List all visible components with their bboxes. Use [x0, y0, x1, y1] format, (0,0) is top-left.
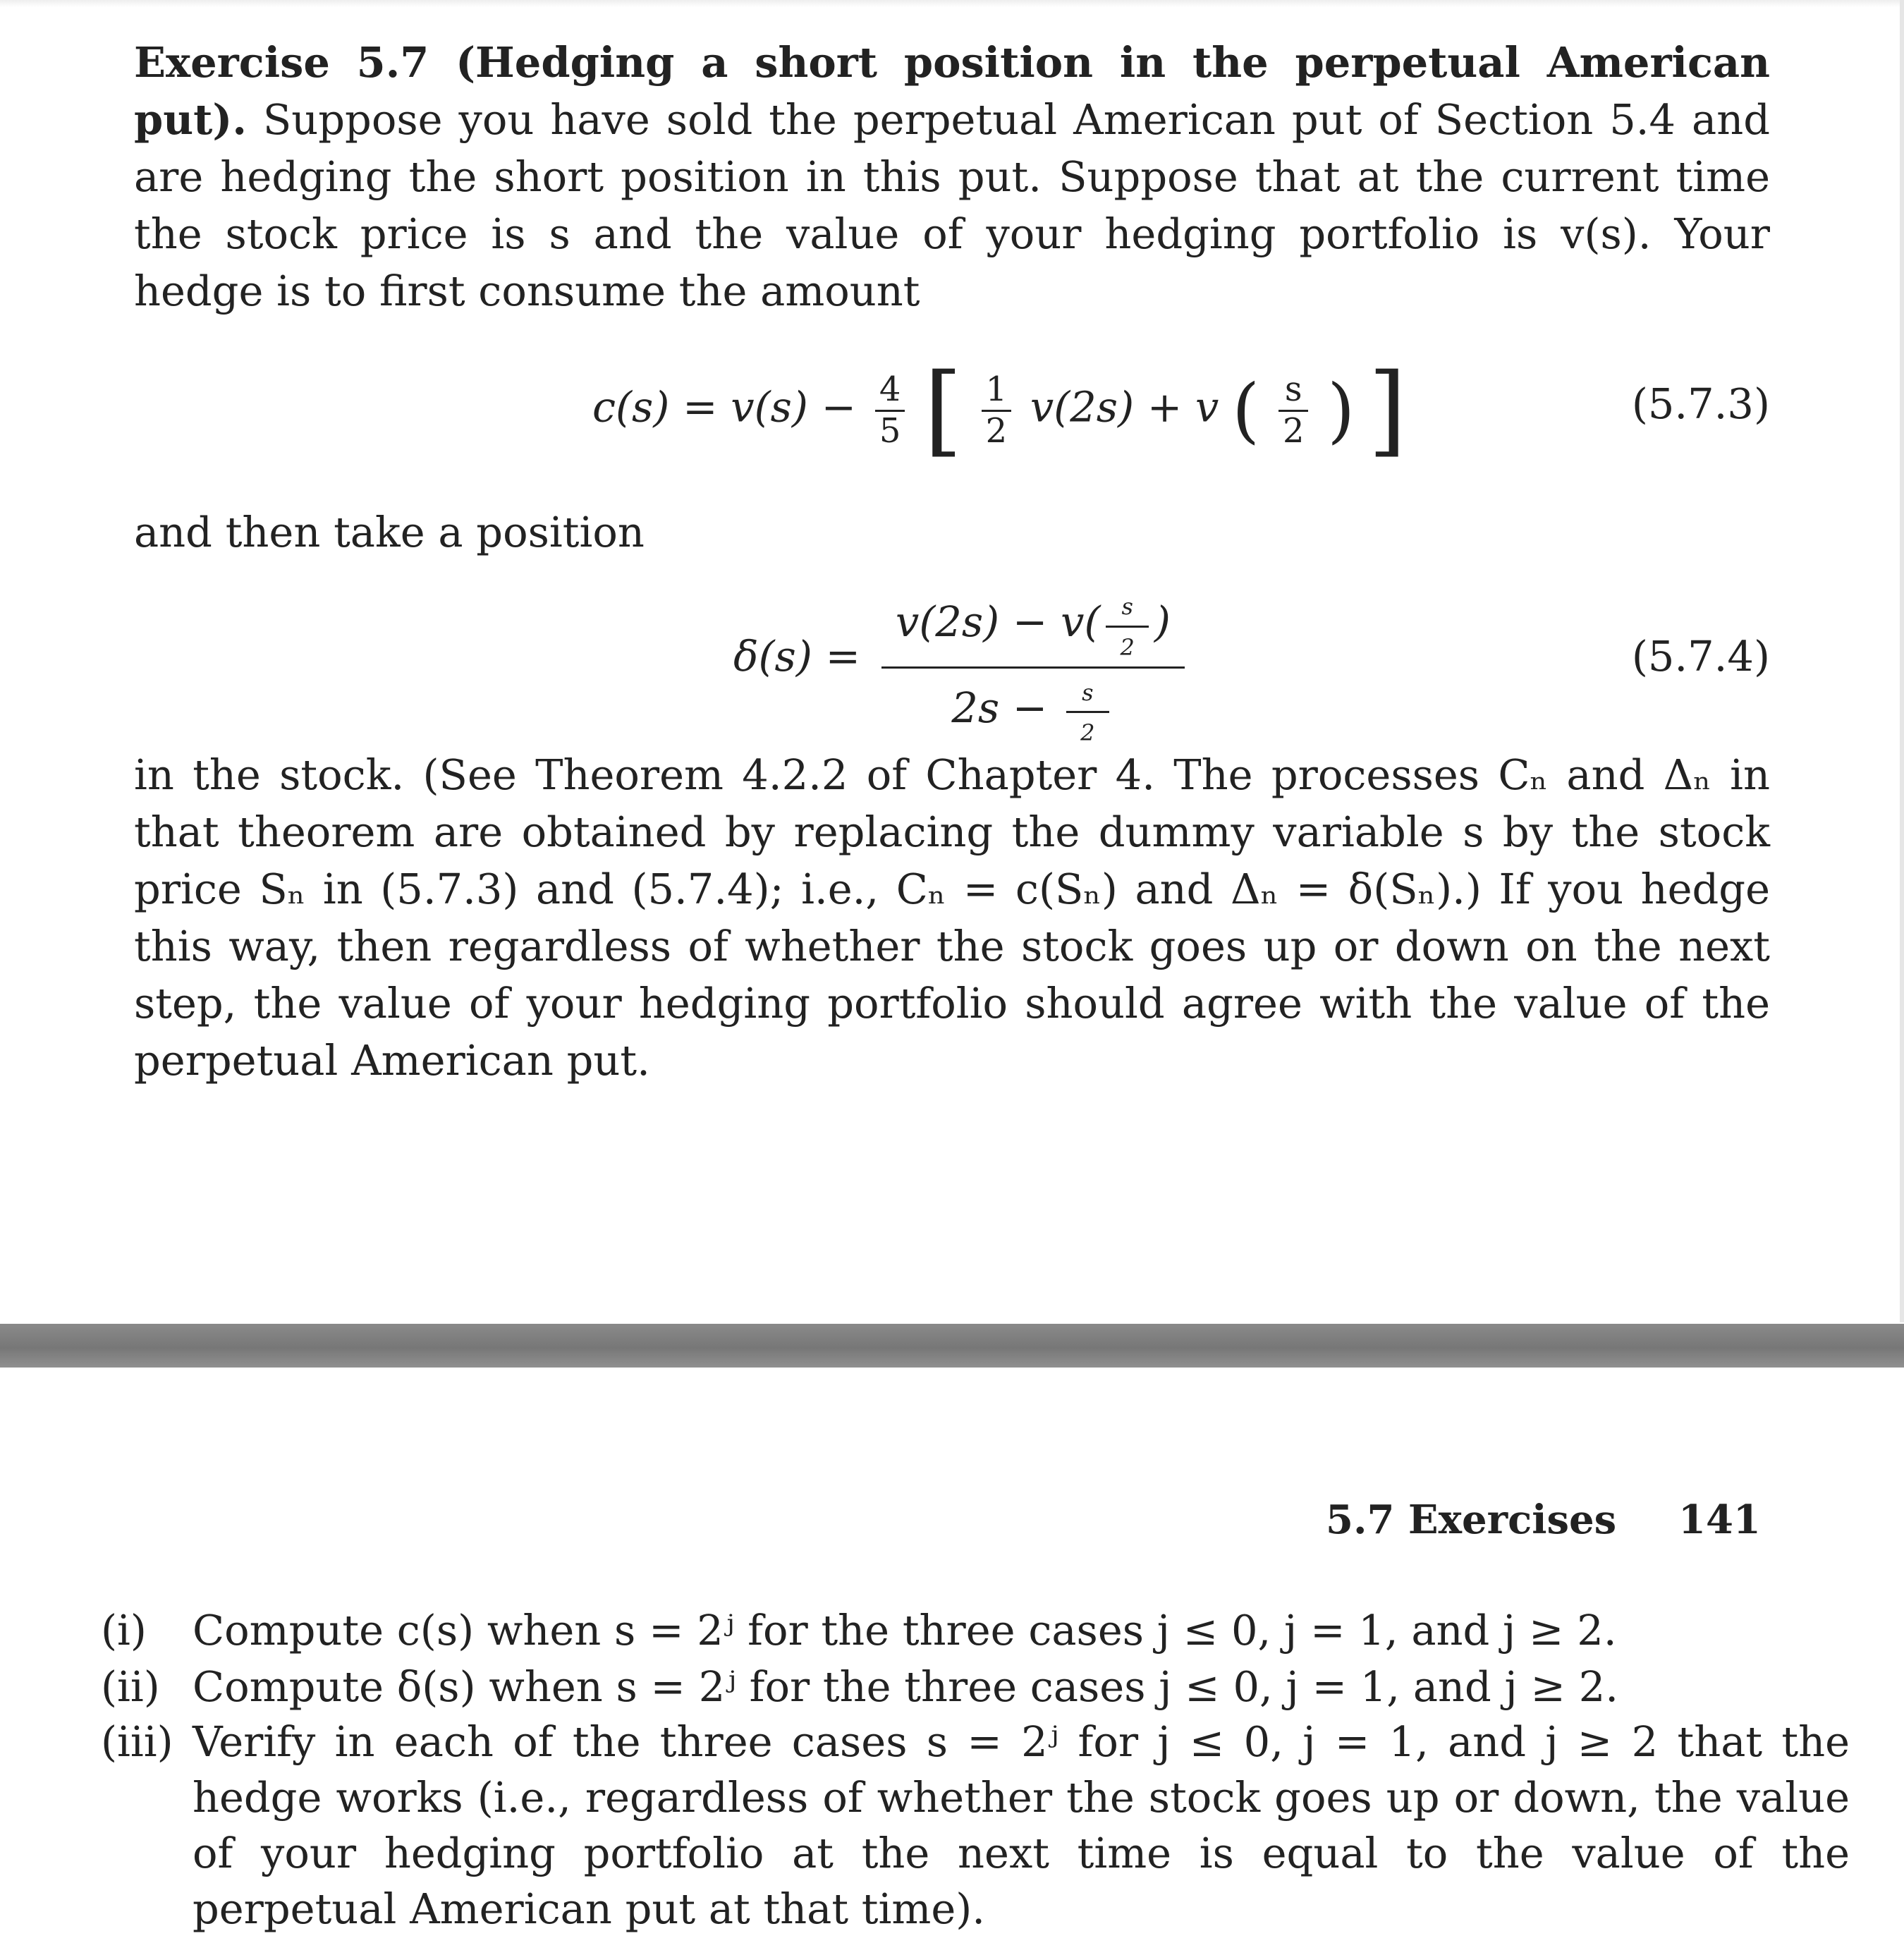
- equation-5-7-3-math: [592, 353, 1407, 468]
- transition-text: and then take a position: [134, 508, 645, 556]
- running-header-section: 5.7 Exercises: [1326, 1497, 1617, 1543]
- list-item-marker: (ii): [101, 1662, 160, 1711]
- exercise-intro-text: Suppose you have sold the perpetual American put of Section 5.4 and are hedging the short position in this put. Suppose that at the current time the stock price is s and the value of your hedging portfolio is v(s). Your hedge is to first consume the amount: [134, 95, 1770, 315]
- eq2-den-s-over-2: $\frac{s}{2}$: [1066, 676, 1109, 747]
- eq2-num-s-over-2: $\frac{s}{2}$: [1106, 590, 1148, 661]
- equation-number-5-7-4: (5.7.4): [1631, 632, 1770, 681]
- equation-number-5-7-3: (5.7.3): [1631, 379, 1770, 428]
- list-item-marker: (iii): [101, 1717, 173, 1766]
- list-item-text: Compute c(s) when s = 2ʲ for the three cases j ≤ 0, j = 1, and j ≥ 2.: [193, 1606, 1617, 1655]
- eq1-s-over-2: $\frac{s}{2}$: [1279, 370, 1309, 450]
- exercise-paragraph: [134, 34, 1770, 319]
- eq2-fraction: [881, 585, 1185, 746]
- eq2-denominator: 2s − $\frac{s}{2}$: [881, 669, 1185, 747]
- left-bracket: [: [924, 353, 963, 468]
- eq1-one-half: $\frac{1}{2}$: [982, 370, 1012, 450]
- eq1-four-fifths: $\frac{4}{5}$: [875, 370, 905, 450]
- list-item-marker: (i): [101, 1606, 147, 1655]
- page-right-edge: [1900, 0, 1904, 1322]
- eq1-inner: v(2s) + v: [1030, 382, 1219, 432]
- left-paren: (: [1232, 369, 1260, 451]
- list-item-text: Compute δ(s) when s = 2ʲ for the three cases j ≤ 0, j = 1, and j ≥ 2.: [193, 1662, 1619, 1711]
- eq2-lhs: δ(s) =: [733, 632, 861, 681]
- right-paren: ): [1327, 369, 1355, 451]
- eq1-lhs: c(s) = v(s) −: [592, 382, 857, 432]
- eq2-numerator: v(2s) − v( $\frac{s}{2}$ ): [881, 585, 1185, 669]
- right-bracket: ]: [1368, 353, 1407, 468]
- page-divider: [0, 1324, 1904, 1368]
- page-top-edge: [0, 0, 1904, 7]
- equation-5-7-3: [134, 346, 1770, 468]
- exercise-title: Exercise 5.7 (Hedging a short position in the perpetual American put).: [134, 38, 1770, 144]
- page-number: 141: [1678, 1497, 1761, 1543]
- list-item-text: Verify in each of the three cases s = 2ʲ for j ≤ 0, j = 1, and j ≥ 2 that the hedge works (i.e., regardless of whether the stock goes up or down, the value of your hedging portfolio at the next time is equal to the value of the perpetual American put at that time).: [193, 1717, 1850, 1933]
- explanation-paragraph: in the stock. (See Theorem 4.2.2 of Chapter 4. The processes Cₙ and Δₙ in that theorem are obtained by replacing the dummy variable s by the stock price Sₙ in (5.7.3) and (5.7.4); i.e., Cₙ = c(Sₙ) and Δₙ = δ(Sₙ).) If you hedge this way, then regardless of whether the stock goes up or down on the next step, the value of your hedging portfolio should agree with the value of the perpetual American put.: [134, 750, 1770, 1085]
- equation-5-7-4: [134, 585, 1770, 747]
